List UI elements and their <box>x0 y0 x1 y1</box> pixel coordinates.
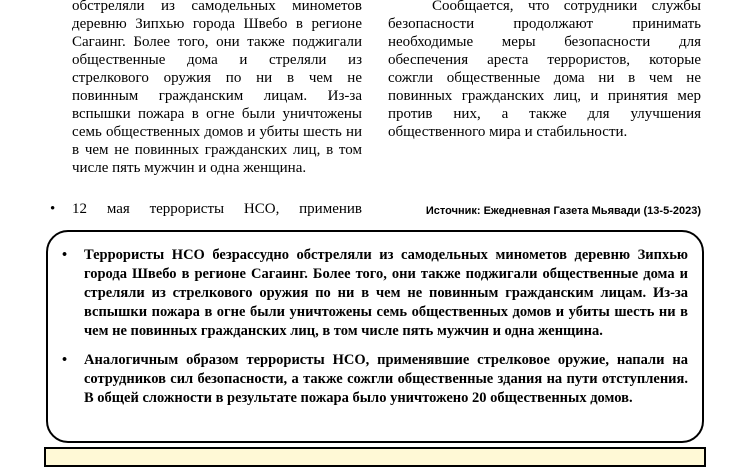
summary-item-text: Террористы НСО безрассудно обстреляли из самодельных минометов деревню Зипхью города Швебо в регионе Сагаинг. Более того, они также поджигали общественные дома и стреляли из стрелкового оружия по ни в чем не повинным гражданским лицам. Из-за вспышки пожара в огне были уничтожены семь общественных домов и убиты шесть ни в чем не повинных гражданских лиц, в том числе пять мужчин и одна женщина. <box>84 247 688 339</box>
bullet-icon: • <box>62 352 68 368</box>
bullet-icon: • <box>50 201 56 217</box>
bullet-icon: • <box>62 247 68 263</box>
article-source: Источник: Ежедневная Газета Мьявади (13-5-2023) <box>425 205 701 217</box>
article-left-column <box>72 0 362 177</box>
summary-box <box>46 230 704 443</box>
article-right-column <box>388 0 701 141</box>
footer-highlight-bar <box>44 447 706 467</box>
next-bullet-text: 12 мая террористы НСО, применив <box>72 201 362 217</box>
summary-item <box>62 246 688 341</box>
summary-item-text: Аналогичным образом террористы НСО, применявшие стрелковое оружие, напали на сотрудников сил безопасности, а также сожгли общественные здания на пути отступления. В общей сложности в результате пожара было уничтожено 20 общественных домов. <box>84 352 688 406</box>
article-next-bullet <box>50 200 362 218</box>
article-left-paragraph: обстреляли из самодельных минометов деревню Зипхью города Швебо в регионе Сагаинг. Более того, они также поджигали общественные дома и стреляли из стрелкового оружия по ни в чем не повинным гражданским лицам. Из-за вспышки пожара в огне были уничтожены семь общественных домов и убиты шесть ни в чем не повинных гражданских лиц, в том числе пять мужчин и одна женщина. <box>72 0 362 176</box>
summary-item <box>62 351 688 408</box>
article-right-paragraph: Сообщается, что сотрудники службы безопасности продолжают принимать необходимые меры безопасности для обеспечения ареста террористов, которые сожгли общественные дома ни в чем не повинных гражданских лиц, и принятия мер против них, а также для улучшения общественного мира и стабильности. <box>388 0 701 140</box>
